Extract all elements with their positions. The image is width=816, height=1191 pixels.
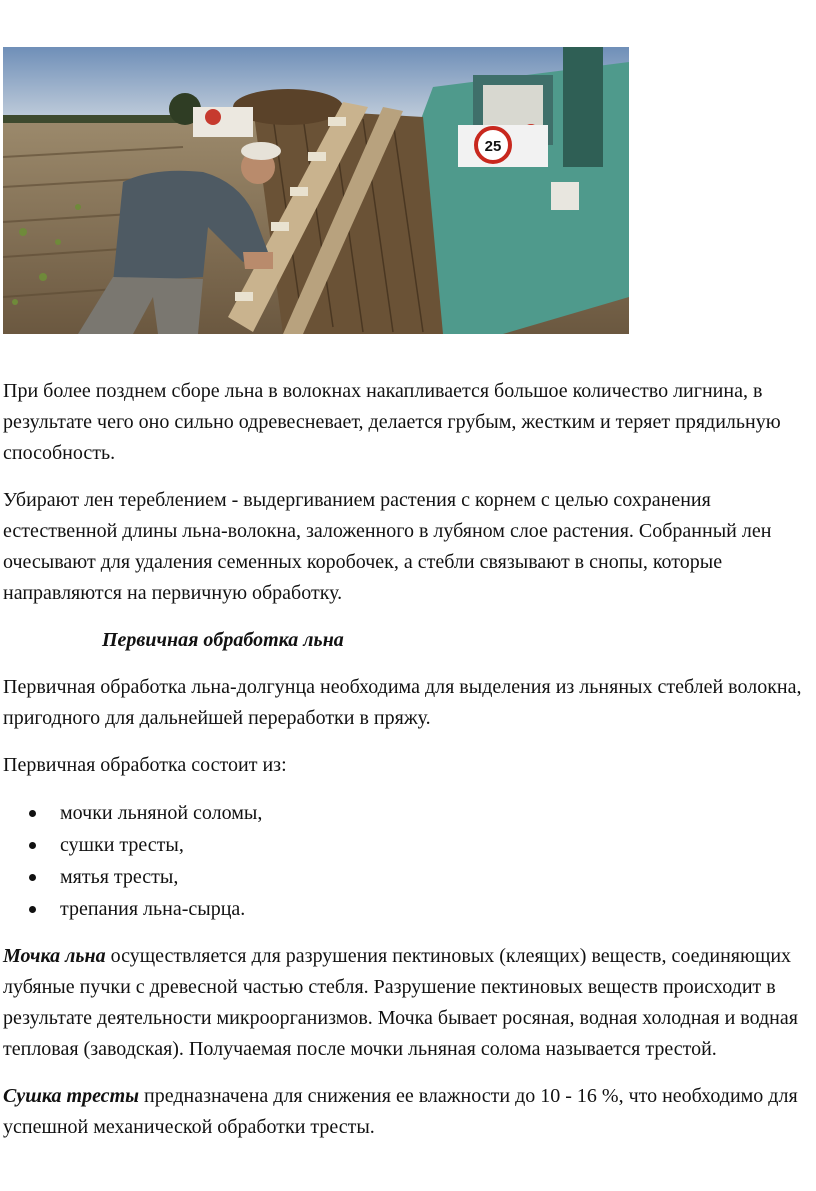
paragraph-primary-processing: Первичная обработка льна-долгунца необходима для выделения из льняных стеблей волокна, пригодного для дальнейшей переработки в пряжу.: [3, 676, 802, 729]
list-item: мятья тресты,: [3, 861, 815, 893]
term-drying: Сушка тресты: [3, 1085, 139, 1107]
processing-steps-list: [3, 797, 815, 925]
bullet-icon: [29, 906, 36, 913]
paragraph-drying: Сушка тресты предназначена для снижения ее влажности до 10 - 16 %, что необходимо для успешной механической обработки тресты.: [3, 1085, 798, 1138]
flax-harvester-photo: [3, 47, 629, 334]
term-retting: Мочка льна: [3, 945, 106, 967]
list-item: сушки тресты,: [3, 829, 815, 861]
list-item: трепания льна-сырца.: [3, 893, 815, 925]
bullet-icon: [29, 874, 36, 881]
speed-sign-label: 25: [484, 138, 502, 155]
paragraph-consists-of: Первичная обработка состоит из:: [3, 754, 287, 776]
photo-illustration: [3, 47, 629, 334]
paragraph-harvest-method: Убирают лен тереблением - выдергиванием растения с корнем с целью сохранения естественной длины льна-волокна, заложенного в лубяном слое растения. Собранный лен очесывают для удаления семенных коробочек, а стебли связывают в снопы, которые направляются на первичную обработку.: [3, 489, 772, 604]
bullet-icon: [29, 842, 36, 849]
bullet-icon: [29, 810, 36, 817]
paragraph-retting: Мочка льна осуществляется для разрушения пектиновых (клеящих) веществ, соединяющих лубяные пучки с древесной частью стебля. Разрушение пектиновых веществ происходит в результате деятельности микроорганизмов. Мочка бывает росяная, водная холодная и водная тепловая (заводская). Получаемая после мочки льняная солома называется трестой.: [3, 945, 798, 1060]
paragraph-late-harvest: При более позднем сборе льна в волокнах накапливается большое количество лигнина, в результате чего оно сильно одревесневает, делается грубым, жестким и теряет прядильную способность.: [3, 380, 781, 464]
speed-sign: [458, 125, 548, 167]
document-body: [3, 376, 815, 1159]
list-item: мочки льняной соломы,: [3, 797, 815, 829]
section-heading: Первичная обработка льна: [102, 629, 344, 651]
